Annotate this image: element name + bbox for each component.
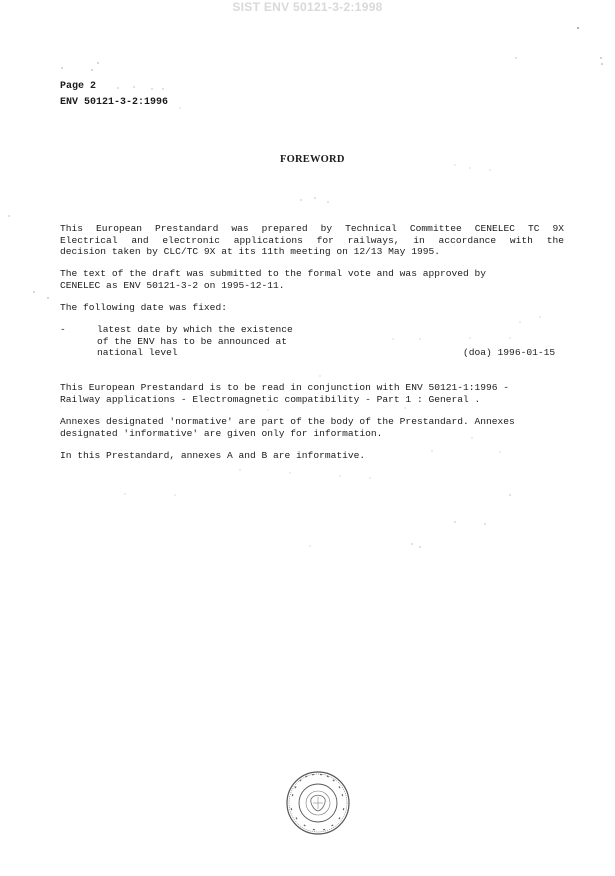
paragraph-line: This European Prestandard was prepared by Technical Committee CENELEC TC 9X: [60, 223, 564, 234]
paragraph-line: In this Prestandard, annexes A and B are informative.: [60, 450, 366, 461]
date-item-line: latest date by which the existence: [97, 324, 293, 335]
date-item-line: of the ENV has to be announced at: [97, 335, 287, 347]
standard-number: ENV 50121-3-2:1996: [60, 97, 169, 108]
list-bullet: -: [60, 324, 66, 335]
paragraph-line: designated 'informative' are given only for information.: [60, 427, 383, 439]
watermark: SIST ENV 50121-3-2:1998: [232, 0, 383, 14]
paragraph-line: This European Prestandard is to be read in conjunction with ENV 50121-1:1996 -: [60, 382, 510, 393]
section-title: FOREWORD: [280, 154, 345, 165]
paragraph-conjunction: [60, 382, 564, 405]
paragraph-line: CENELEC as ENV 50121-3-2 on 1995-12-11.: [60, 279, 285, 291]
paragraph-approval: [60, 268, 564, 291]
date-item-line: national level: [97, 347, 178, 358]
paragraph-line: Electrical and electronic applications for railways, in accordance with the: [60, 234, 564, 246]
page-number: Page 2: [60, 81, 97, 92]
paragraph-line: Annexes designated 'normative' are part of the body of the Prestandard. Annexes: [60, 416, 515, 427]
official-seal-stamp: [285, 770, 351, 836]
paragraph-dates-intro: [60, 302, 564, 314]
paragraph-line: Railway applications - Electromagnetic compatibility - Part 1 : General .: [60, 393, 481, 405]
paragraph-line: decision taken by CLC/TC 9X at its 11th meeting on 12/13 May 1995.: [60, 246, 440, 257]
doa-date: (doa) 1996-01-15: [463, 347, 556, 358]
date-item-text: [97, 324, 293, 359]
paragraph-committee: [60, 223, 564, 258]
paragraph-annexes: [60, 416, 564, 439]
paragraph-line: The text of the draft was submitted to the formal vote and was approved by: [60, 268, 487, 279]
paragraph-informative: [60, 450, 564, 462]
paragraph-line: The following date was fixed:: [60, 302, 227, 313]
